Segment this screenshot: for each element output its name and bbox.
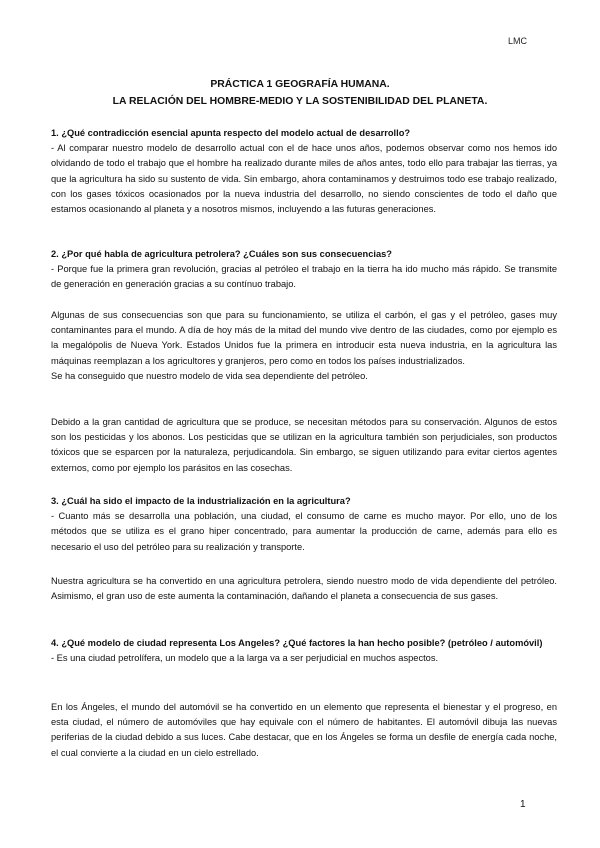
- answer-2-paragraph-2: Algunas de sus consecuencias son que para su funcionamiento, se utiliza el carbón, el gas y el petróleo, gases muy contaminantes para el mundo. A día de hoy más de la mitad del mundo vive dentro de las ciudades, como por ejemplo es la megalópolis de Nueva York. Estados Unidos fue la primera en introducir esta nueva industria, en la agricultura las máquinas reemplazan a los agricultores y granjeros, pero como en todos los países industrializados.: [51, 310, 557, 366]
- answer-2-paragraph-3: Se ha conseguido que nuestro modelo de vida sea dependiente del petróleo.: [51, 370, 368, 381]
- title-line-1: PRÁCTICA 1 GEOGRAFÍA HUMANA.: [210, 79, 390, 90]
- answer-2: - Porque fue la primera gran revolución, gracias al petróleo el trabajo en la tierra ha ido mucho más rápido. Se transmite de generación en generación gracias a su contínuo trabajo.: [51, 264, 557, 290]
- answer-3-paragraph-2: Nuestra agricultura se ha convertido en una agricultura petrolera, siendo nuestro modo de vida dependiente del petróleo. Asimismo, el gran uso de este aumenta la contaminación, dañando el planeta a consecuencia de sus gases.: [51, 576, 557, 602]
- question-4: 4. ¿Qué modelo de ciudad representa Los Angeles? ¿Qué factores la han hecho posible? (petróleo / automóvil): [51, 638, 543, 648]
- answer-2-paragraph-4: Debido a la gran cantidad de agricultura que se produce, se necesitan métodos para su conservación. Algunos de estos son los pesticidas y los abonos. Los pesticidas que se utilizan en la agricultura también son perjudiciales, son productos tóxicos que se esparcen por la naturaleza, perjudicandola. Sin embargo, se siguen utilizando para evitar ciertos agentes externos, como por ejemplo los parásitos en las cosechas.: [51, 417, 557, 473]
- answer-4-paragraph-2: En los Ángeles, el mundo del automóvil se ha convertido en un elemento que representa el bienestar y el progreso, en esta ciudad, el número de automóviles que hay equivale con el número de habitantes. El automóvil dibuja las nuevas periferias de la ciudad debido a sus luces. Cabe destacar, que en los Ángeles se forma un desfile de energía cada noche, el cual convierte a la ciudad en un cielo estrellado.: [51, 702, 557, 758]
- question-2: 2. ¿Por qué habla de agricultura petrolera? ¿Cuáles son sus consecuencias?: [51, 249, 392, 259]
- page-number: 1: [520, 799, 526, 810]
- question-3: 3. ¿Cuál ha sido el impacto de la industrialización en la agricultura?: [51, 496, 351, 506]
- section-q3: [51, 494, 557, 555]
- question-1: 1. ¿Qué contradicción esencial apunta respecto del modelo actual de desarrollo?: [51, 128, 411, 138]
- header-initials: LMC: [508, 36, 528, 46]
- answer-1: - Al comparar nuestro modelo de desarrollo actual con el de hace unos años, podemos observar como nos hemos ido olvidando de todo el trabajo que el hombre ha realizado durante miles de años antes, todo ello para trabajar las tierras, ya que la agricultura ha sido su sustento de vida. Sin embargo, ahora contaminamos y destruimos todo ese trabajo realizado, con los gases tóxicos ocasionados por la nueva industria del desarrollo, no siendo conscientes de todo el daño que estamos ocasionando al planeta y a nosotros mismos, incluyendo a las futuras generaciones.: [51, 143, 557, 215]
- answer-3: - Cuanto más se desarrolla una población, una ciudad, el consumo de carne es mucho mayor. Por ello, uno de los métodos que se utiliza es el grano hiper concentrado, para aumentar la producción de carne, además para ello es necesario el uso del petróleo para su realización y transporte.: [51, 511, 557, 552]
- section-q4: [51, 636, 557, 666]
- section-q3-para2: [51, 574, 557, 604]
- section-q2-para4: [51, 415, 557, 476]
- section-q4-para2: [51, 700, 557, 761]
- section-q2-para2: [51, 308, 557, 384]
- section-q2: [51, 247, 557, 293]
- title-line-2: LA RELACIÓN DEL HOMBRE-MEDIO Y LA SOSTENIBILIDAD DEL PLANETA.: [112, 96, 488, 107]
- section-q1: [51, 126, 557, 217]
- answer-4: - Es una ciudad petrolífera, un modelo que a la larga va a ser perjudicial en muchos aspectos.: [51, 653, 439, 664]
